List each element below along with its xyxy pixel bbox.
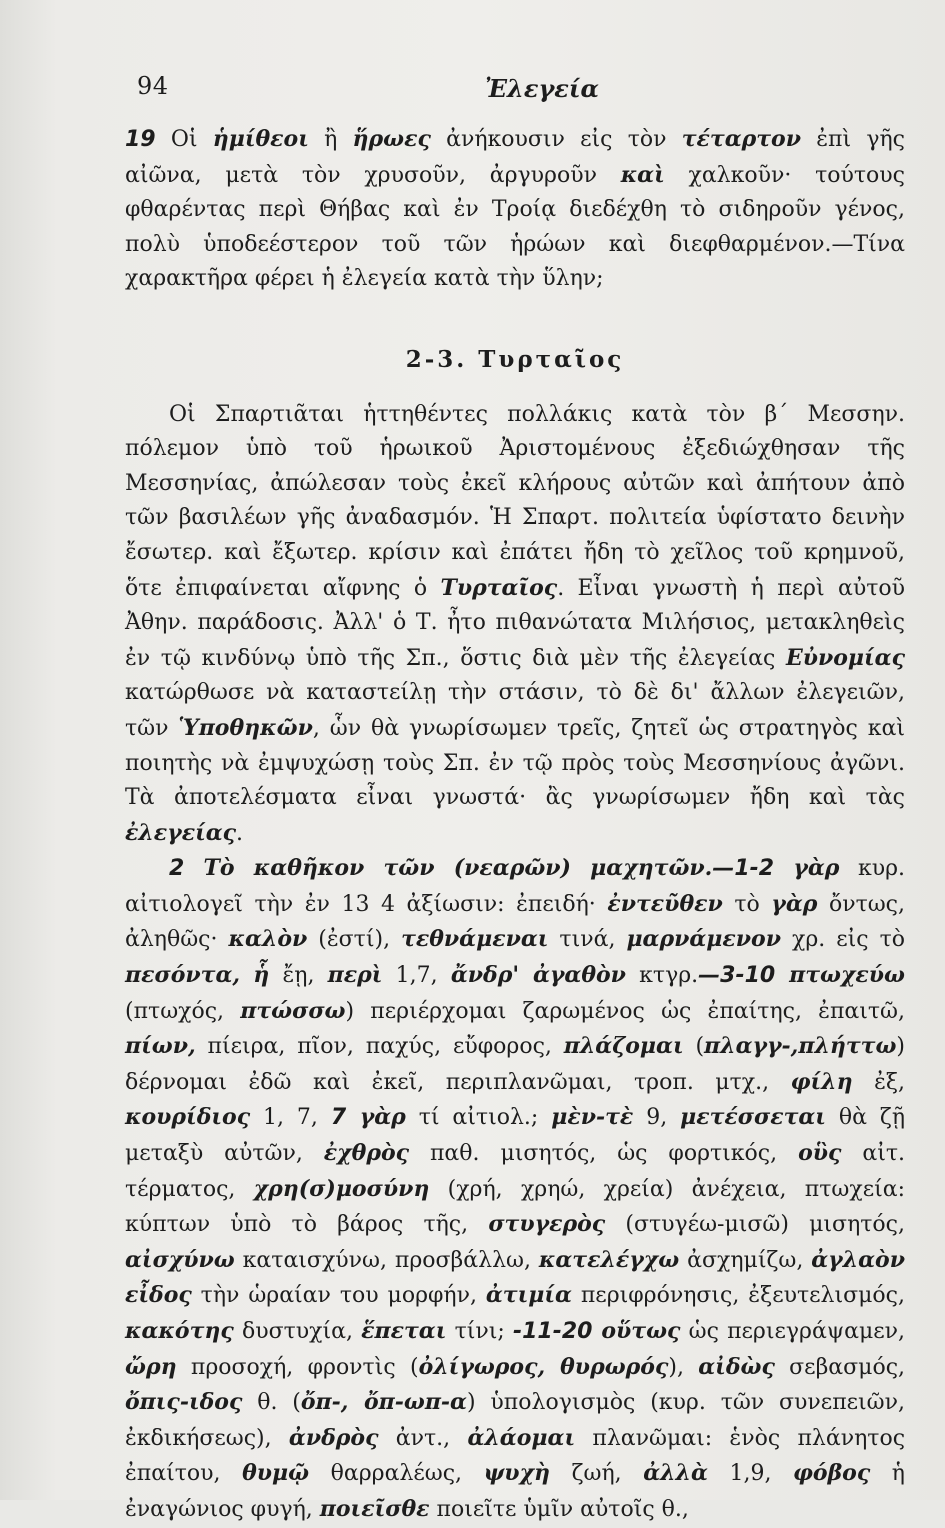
text-run: ἀντ., xyxy=(378,1425,468,1451)
section-heading: 2-3. Τυρταῖος xyxy=(405,345,625,373)
text-run xyxy=(240,963,253,988)
term: πεσόντα, xyxy=(125,962,241,989)
term: καὶ xyxy=(620,161,665,188)
term: ἧ xyxy=(253,962,270,989)
commentary-paragraph xyxy=(125,851,905,1527)
text-run: ), xyxy=(668,1354,699,1380)
term: πλαγγ-,πλήττω xyxy=(704,1033,897,1060)
text-run: ὄντως, ἀληθῶς· xyxy=(125,891,905,953)
term: ἐχθρὸς xyxy=(323,1140,410,1167)
term: τεθνάμεναι xyxy=(401,926,549,953)
text-run: ἀσχημίζω, xyxy=(679,1247,812,1273)
term: γὰρ xyxy=(771,890,818,917)
page-header xyxy=(137,72,905,112)
term: ἐντεῦθεν xyxy=(607,890,723,917)
term: πτώσσω xyxy=(240,997,346,1024)
text-run: ὡς περιεγράψαμεν, xyxy=(680,1319,906,1344)
text-run: τίνι; xyxy=(446,1319,513,1344)
line-ref: 7 xyxy=(330,1105,360,1131)
text-run: θὰ ζῇ μεταξὺ αὐτῶν, xyxy=(125,1105,905,1167)
text-run: προσοχή, φροντὶς ( xyxy=(176,1354,419,1380)
text-run: . Εἶναι γνωστὴ ἡ περὶ αὐτοῦ Ἀθην. παράδοσις. Ἀλλ' ὁ Τ. ἦτο πιθανώτατα Μιλήσιος, μετακληθεὶς ἐν τῷ κινδύνῳ ὑπὸ τῆς Σπ., ὅστις διὰ μὲν τῆς ἐλεγείας xyxy=(125,575,906,671)
term: τέταρτον xyxy=(681,126,801,152)
text-run: (χρή, χρηώ, χρεία) ἀνέχεια, πτωχεία: κύπτων ὑπὸ τὸ βάρος τῆς, xyxy=(125,1176,905,1238)
text-run: θαρραλέως, xyxy=(309,1461,484,1487)
term: ὀλίγωρος, θυρωρός xyxy=(418,1353,669,1380)
text-run: ) ὑπολογισμὸς (κυρ. τῶν συνεπειῶν, ἐκδικήσεως), xyxy=(125,1390,905,1451)
text-run: πίειρα, πῖον, παχύς, εὔφορος, xyxy=(195,1034,564,1060)
text-run: ζωή, xyxy=(550,1461,644,1487)
term: γὰρ xyxy=(793,855,840,882)
text-run: 1, 7, xyxy=(250,1105,331,1131)
intro-paragraph xyxy=(125,398,905,852)
term: κακότης xyxy=(125,1318,234,1344)
term: ὄπις-ιδος xyxy=(125,1389,243,1416)
poem-number: 2 xyxy=(169,856,185,882)
term: μὲν-τὲ xyxy=(551,1104,634,1131)
term: πίων, xyxy=(125,1033,196,1060)
running-head: Ἐλεγεία xyxy=(485,74,599,103)
line-ref: -11-20 xyxy=(512,1319,602,1344)
text-run: Οἱ xyxy=(155,127,213,152)
question-19-paragraph xyxy=(125,122,905,297)
term: ἀλάομαι xyxy=(467,1424,576,1451)
line-ref: —3-10 xyxy=(698,963,790,989)
text-run: ποιεῖτε ὑμῖν αὐτοῖς θ., xyxy=(429,1496,689,1522)
term: οὕτως xyxy=(601,1318,681,1344)
text-run: χρ. εἰς τὸ xyxy=(781,927,906,953)
text-run: ἐξ, xyxy=(852,1069,905,1095)
term: ἀγλαὸν εἶδος xyxy=(125,1246,905,1309)
term: ἐλεγείας xyxy=(125,819,237,846)
page-body xyxy=(125,122,905,1528)
term: ὤρη xyxy=(125,1353,177,1380)
term: στυγερὸς xyxy=(488,1211,606,1238)
text-run: τί αἰτιολ.; xyxy=(405,1105,552,1131)
text-run: ἀνήκουσιν εἰς τὸν xyxy=(430,127,682,152)
line-ref: —1-2 xyxy=(712,856,794,882)
text-run: Οἱ Σπαρτιᾶται ἡττηθέντες πολλάκις κατὰ τὸν β΄ Μεσσην. πόλεμον ὑπὸ τοῦ ἡρωικοῦ Ἀριστομένους ἐξεδιώχθησαν τῆς Μεσσηνίας, ἀπώλεσαν τοὺς ἐκεῖ κλήρους αὐτῶν καὶ ἀπήτουν ἀπὸ τῶν βασιλέων γῆς ἀναδασμόν. Ἡ Σπαρτ. πολιτεία ὑφίστατο δεινὴν ἔσωτερ. καὶ ἔξωτερ. κρίσιν καὶ ἐπάτει ἤδη τὸ χεῖλος τοῦ κρημνοῦ, ὅτε ἐπιφαίνεται αἴφνης ὁ xyxy=(125,401,905,601)
term: φόβος xyxy=(792,1460,871,1487)
term: αἰδὼς xyxy=(698,1353,775,1380)
text-run: ἡ ἐναγώνιος φυγή, xyxy=(125,1461,905,1522)
term: ἥρωες xyxy=(352,126,431,152)
term: ἀλλὰ xyxy=(643,1460,708,1487)
term: ψυχὴ xyxy=(483,1460,551,1487)
term: ἕπεται xyxy=(361,1318,447,1344)
term: μετέσσεται xyxy=(680,1104,826,1131)
term: Ὑποθηκῶν xyxy=(178,714,313,741)
term: οὓς xyxy=(798,1140,842,1167)
text-run: παθ. μισητός, ὡς φορτικός, xyxy=(409,1141,799,1167)
text-run: δυστυχία, xyxy=(233,1319,362,1344)
text-run: (στυγέω-μισῶ) μισητός, xyxy=(605,1212,905,1238)
term: ἀνδρὸς xyxy=(288,1424,379,1451)
text-run: ἔῃ, xyxy=(269,963,328,989)
term: Τυρταῖος xyxy=(440,574,558,601)
text-run: 9, xyxy=(633,1105,681,1131)
text-run: πλανῶμαι: ἑνὸς πλάνητος ἐπαίτου, xyxy=(125,1425,906,1487)
question-number: 19 xyxy=(125,127,156,152)
term: ἀτιμία xyxy=(485,1282,572,1309)
term: Εὐνομίας xyxy=(785,644,905,671)
term: ποιεῖσθε xyxy=(319,1495,430,1522)
term: φίλη xyxy=(790,1068,853,1095)
term: ἄνδρ' ἀγαθὸν xyxy=(450,962,626,989)
page-number: 94 xyxy=(137,72,169,100)
term: κατελέγχω xyxy=(538,1246,680,1273)
term: αἰσχύνω xyxy=(125,1246,235,1273)
text-run: ἢ xyxy=(308,127,353,152)
text-run: ) περιέρχομαι ζαρωμένος ὡς ἐπαίτης, ἐπαιτῶ, xyxy=(345,998,905,1024)
text-run: 1,7, xyxy=(382,963,451,989)
term: ὄπ-, ὄπ-ωπ-α xyxy=(300,1389,467,1416)
text-run: (ἐστί), xyxy=(307,927,402,953)
text-run: σεβασμός, xyxy=(774,1354,906,1380)
text-run: . xyxy=(236,820,244,846)
term: θυμῷ xyxy=(242,1460,310,1487)
text-run: (πτωχός, xyxy=(125,998,241,1024)
term: κουρίδιος xyxy=(125,1104,251,1131)
term: μαρνάμενον xyxy=(626,926,781,953)
term: περὶ xyxy=(327,962,383,989)
text-run: ) δέρνομαι ἐδῶ καὶ ἐκεῖ, περιπλανῶμαι, τροπ. μτχ., xyxy=(125,1034,906,1095)
text-run: ἐπὶ γῆς αἰῶνα, μετὰ τὸν χρυσοῦν, ἀργυροῦν xyxy=(125,127,905,188)
text-run: , ὧν θὰ γνωρίσωμεν τρεῖς, ζητεῖ ὡς στρατηγὸς καὶ ποιητὴς νὰ ἐμψυχώσῃ τοὺς Σπ. ἐν τῷ πρὸς τοὺς Μεσσηνίους ἀγῶνι. Τὰ ἀποτελέσματα εἶναι γνωστά· ἂς γνωρίσωμεν ἤδη καὶ τὰς xyxy=(125,715,905,811)
text-run: 1,9, xyxy=(707,1461,793,1487)
text-run: χαλκοῦν· τούτους φθαρέντας περὶ Θήβας καὶ ἐν Τροίᾳ διεδέχθη τὸ σιδηροῦν γένος, πολὺ ὑποδεέστερον τοῦ τῶν ἡρώων καὶ διεφθαρμένον.—Τίνα χαρακτῆρα φέρει ἡ ἐλεγεία κατὰ τὴν ὕλην; xyxy=(125,162,905,292)
term: πτωχεύω xyxy=(789,962,906,989)
text-run: ( xyxy=(683,1034,705,1060)
term: χρη(σ)μοσύνη xyxy=(253,1175,430,1202)
commentary-title: Τὸ καθῆκον τῶν (νεαρῶν) μαχητῶν. xyxy=(184,855,713,882)
term: πλάζομαι xyxy=(563,1033,684,1060)
text-run: κυρ. αἰτιολογεῖ τὴν ἐν 13 4 ἀξίωσιν: ἐπειδή· xyxy=(125,856,906,917)
text-run: κτγρ. xyxy=(625,963,699,989)
text-run: καταισχύνω, προσβάλλω, xyxy=(234,1247,539,1273)
term: καλὸν xyxy=(228,926,308,953)
term: γὰρ xyxy=(359,1104,406,1131)
text-run: αἰτ. τέρματος, xyxy=(125,1141,905,1202)
text-run: κατώρθωσε νὰ καταστείλῃ τὴν στάσιν, τὸ δὲ δι' ἄλλων ἐλεγειῶν, τῶν xyxy=(125,680,905,741)
term: ἡμίθεοι xyxy=(212,126,309,152)
text-run: τὴν ὡραίαν του μορφήν, xyxy=(191,1283,486,1309)
text-run: τινά, xyxy=(548,927,627,953)
text-run: θ. ( xyxy=(242,1390,301,1416)
text-run: περιφρόνησις, ἐξευτελισμός, xyxy=(571,1283,905,1309)
text-run: τὸ xyxy=(722,891,772,917)
